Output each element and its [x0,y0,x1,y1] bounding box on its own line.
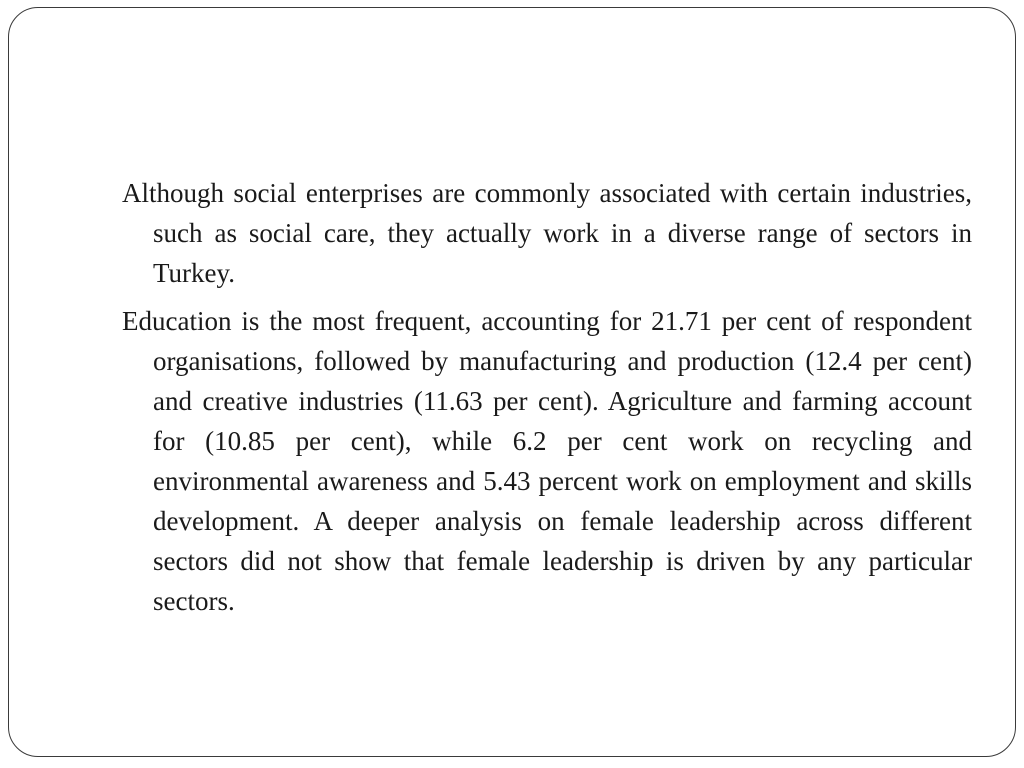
slide-body [122,173,972,629]
paragraph-sectors-intro: Although social enterprises are commonly associated with certain industries, such as social care, they actually work in a diverse range of sectors in Turkey. [122,178,972,288]
slide-frame [8,7,1016,757]
paragraph-sector-statistics: Education is the most frequent, accounting for 21.71 per cent of respondent organisations, followed by manufacturing and production (12.4 per cent) and creative industries (11.63 per cent). Agriculture and farming account for (10.85 per cent), while 6.2 per cent work on recycling and environmental awareness and 5.43 percent work on employment and skills development. A deeper analysis on female leadership across different sectors did not show that female leadership is driven by any particular sectors. [122,306,972,616]
